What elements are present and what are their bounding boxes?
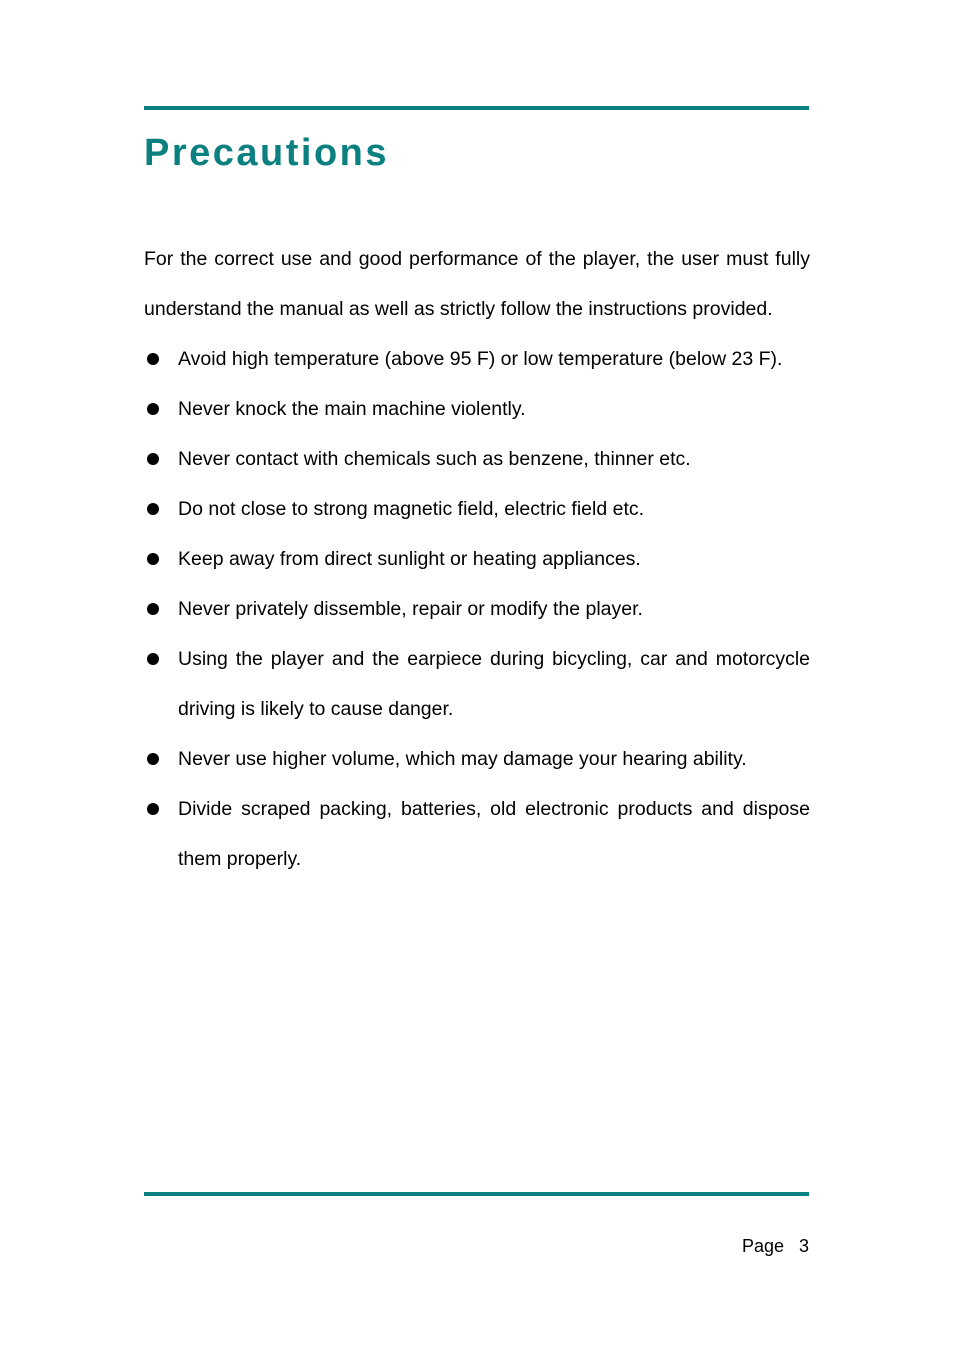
list-item [144, 334, 810, 384]
list-item [144, 434, 810, 484]
bullet-icon [147, 653, 159, 665]
bullet-icon [147, 553, 159, 565]
precautions-body [144, 234, 810, 884]
list-item-text: Never contact with chemicals such as benzene, thinner etc. [178, 448, 691, 470]
list-item [144, 484, 810, 534]
list-item-text: Keep away from direct sunlight or heating appliances. [178, 548, 641, 570]
list-item-text: Never use higher volume, which may damage your hearing ability. [178, 748, 747, 770]
list-item [144, 784, 810, 884]
list-item-text: Divide scraped packing, batteries, old electronic products and dispose them properly. [178, 798, 810, 870]
list-item-text: Using the player and the earpiece during bicycling, car and motorcycle driving is likely to cause danger. [178, 648, 810, 720]
intro-paragraph: For the correct use and good performance of the player, the user must fully understand the manual as well as strictly follow the instructions provided. [144, 248, 810, 320]
footer-rule [144, 1192, 809, 1196]
bullet-icon [147, 403, 159, 415]
bullet-icon [147, 803, 159, 815]
page-title: Precautions [144, 132, 390, 174]
list-item-text: Never knock the main machine violently. [178, 398, 526, 420]
header-rule [144, 106, 809, 110]
page-number: Page 3 [741, 1236, 809, 1256]
list-item [144, 384, 810, 434]
list-item-text: Never privately dissemble, repair or modify the player. [178, 598, 643, 620]
list-item [144, 534, 810, 584]
bullet-icon [147, 603, 159, 615]
precautions-list [144, 334, 810, 884]
list-item [144, 584, 810, 634]
list-item-text: Avoid high temperature (above 95 F) or low temperature (below 23 F). [178, 348, 783, 370]
bullet-icon [147, 503, 159, 515]
bullet-icon [147, 453, 159, 465]
bullet-icon [147, 353, 159, 365]
bullet-icon [147, 753, 159, 765]
list-item [144, 634, 810, 734]
list-item [144, 734, 810, 784]
list-item-text: Do not close to strong magnetic field, electric field etc. [178, 498, 645, 520]
